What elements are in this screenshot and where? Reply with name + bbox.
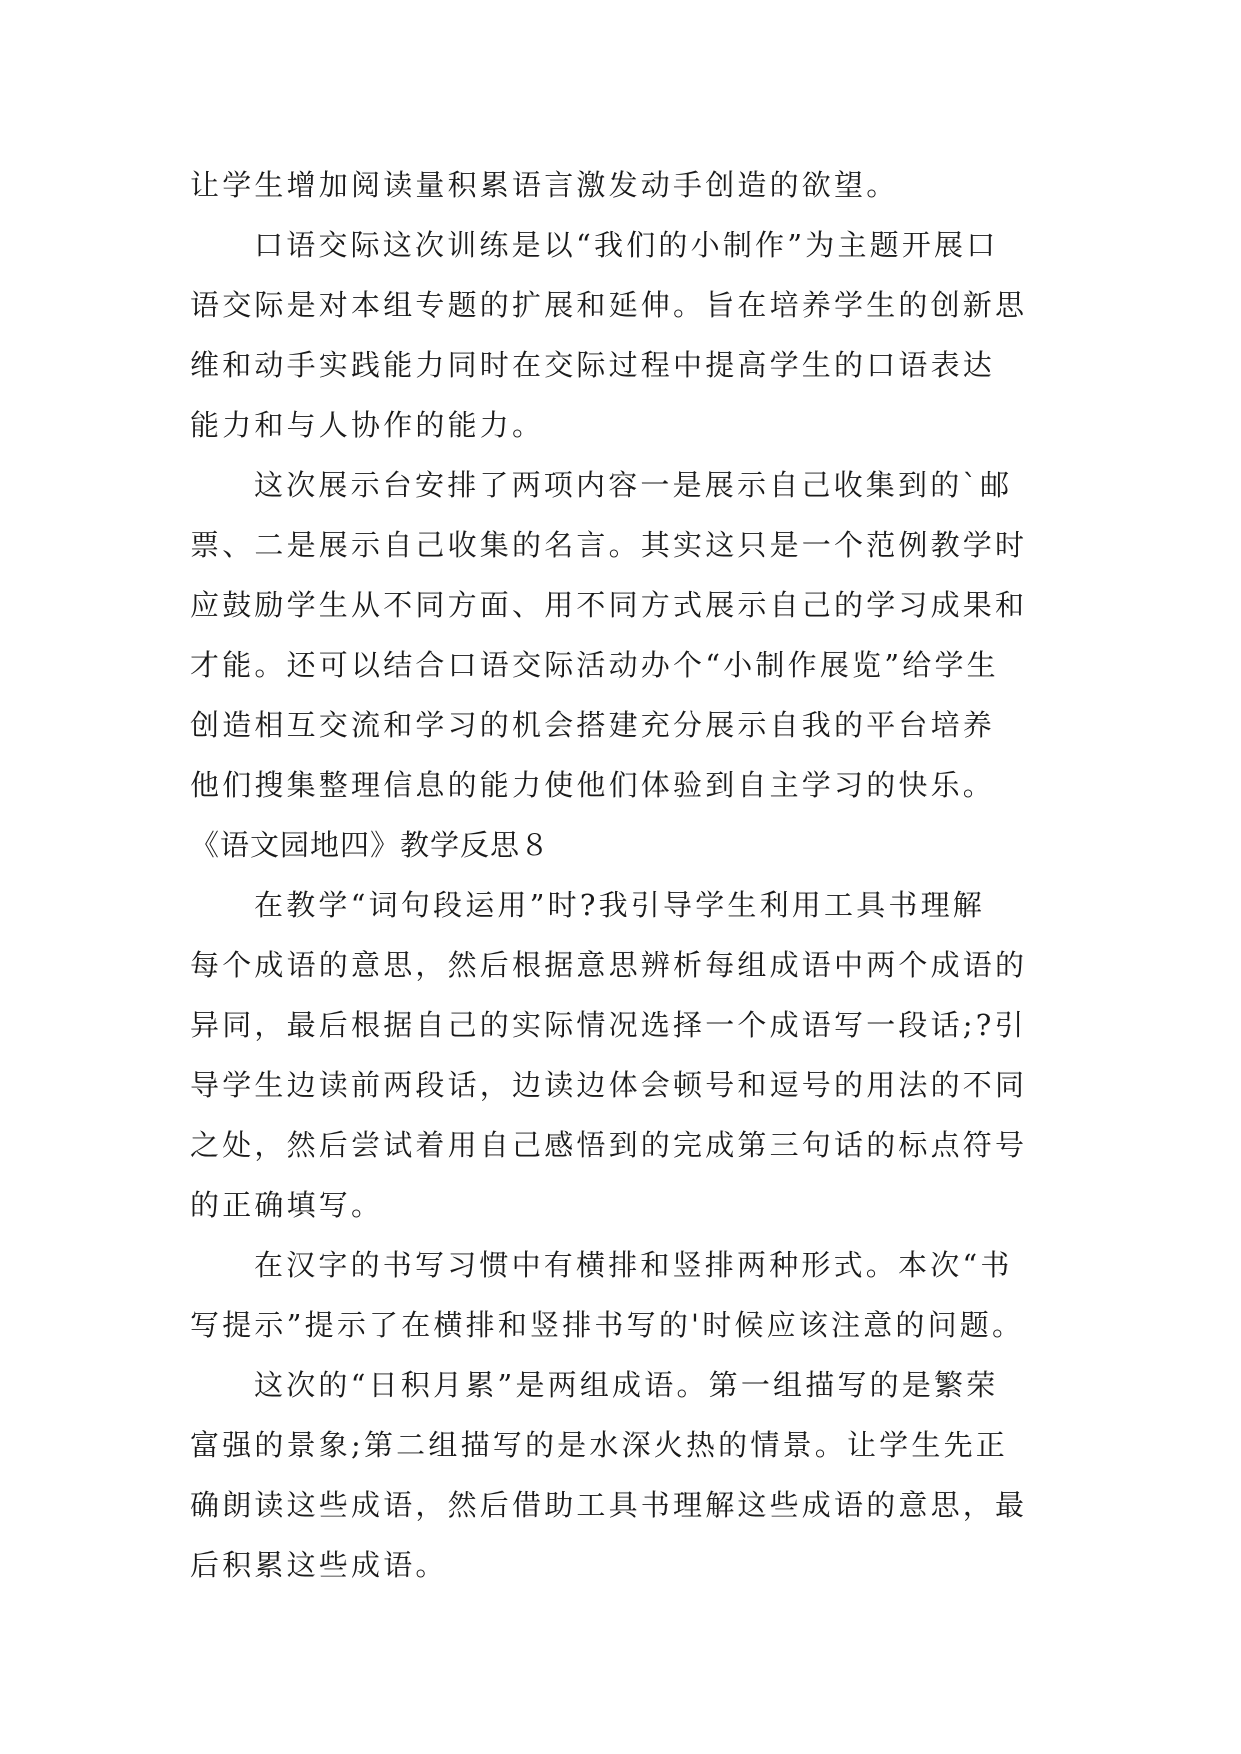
text-line: 异同，最后根据自己的实际情况选择一个成语写一段话;?引	[190, 1008, 1027, 1042]
text-line: 每个成语的意思，然后根据意思辨析每组成语中两个成语的	[190, 948, 1028, 982]
text-line: 票、二是展示自己收集的名言。其实这只是一个范例教学时	[190, 528, 1028, 562]
text-line: 富强的景象;第二组描写的是水深火热的情景。让学生先正	[190, 1428, 1008, 1462]
paragraph-start-line: 这次展示台安排了两项内容一是展示自己收集到的`邮	[254, 468, 1013, 502]
text-line: 的正确填写。	[190, 1188, 384, 1222]
paragraph-start-line: 在汉字的书写习惯中有横排和竖排两种形式。本次“书	[254, 1248, 1013, 1282]
text-line: 才能。还可以结合口语交际活动办个“小制作展览”给学生	[190, 648, 999, 682]
paragraph-start-line: 这次的“日积月累”是两组成语。第一组描写的是繁荣	[254, 1368, 999, 1402]
paragraph-start-line: 在教学“词句段运用”时?我引导学生利用工具书理解	[254, 888, 986, 922]
text-line: 写提示”提示了在横排和竖排书写的'时候应该注意的问题。	[190, 1308, 1025, 1342]
text-line: 能力和与人协作的能力。	[190, 408, 545, 442]
document-body	[190, 155, 1056, 1595]
paragraph-start-line: 口语交际这次训练是以“我们的小制作”为主题开展口	[254, 228, 999, 262]
text-line: 后积累这些成语。	[190, 1548, 448, 1582]
text-line: 之处，然后尝试着用自己感悟到的完成第三句话的标点符号	[190, 1128, 1028, 1162]
text-line: 让学生增加阅读量积累语言激发动手创造的欲望。	[190, 168, 899, 202]
text-line: 他们搜集整理信息的能力使他们体验到自主学习的快乐。	[190, 768, 996, 802]
text-line: 应鼓励学生从不同方面、用不同方式展示自己的学习成果和	[190, 588, 1028, 622]
text-line: 维和动手实践能力同时在交际过程中提高学生的口语表达	[190, 348, 996, 382]
text-line: 确朗读这些成语，然后借助工具书理解这些成语的意思，最	[190, 1488, 1028, 1522]
text-line: 语交际是对本组专题的扩展和延伸。旨在培养学生的创新思	[190, 288, 1028, 322]
text-line: 导学生边读前两段话，边读边体会顿号和逗号的用法的不同	[190, 1068, 1028, 1102]
text-line: 创造相互交流和学习的机会搭建充分展示自我的平台培养	[190, 708, 996, 742]
section-heading: 《语文园地四》教学反思８	[190, 828, 551, 862]
